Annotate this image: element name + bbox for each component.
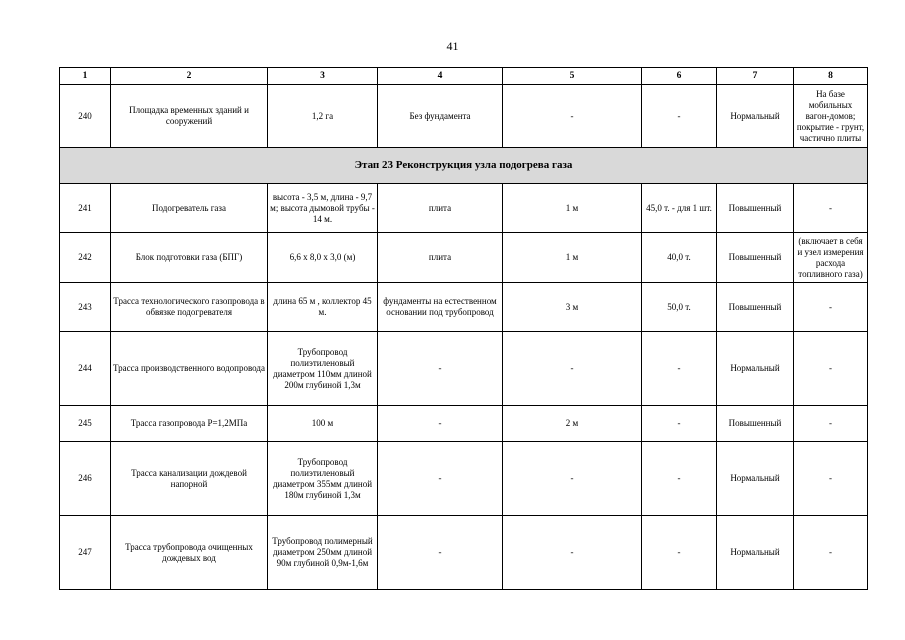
objects-table [59, 67, 868, 590]
note: - [794, 442, 868, 516]
table-row [60, 184, 868, 233]
note: - [794, 332, 868, 406]
responsibility-level: Повышенный [717, 406, 794, 442]
object-size: 6,6 х 8,0 х 3,0 (м) [268, 233, 378, 283]
foundation-type: - [378, 442, 503, 516]
table-row [60, 516, 868, 590]
header-col-5: 5 [503, 68, 642, 85]
foundation-type: Без фундамента [378, 85, 503, 148]
weight: 40,0 т. [642, 233, 717, 283]
note: (включает в себя и узел измерения расхода топливного газа) [794, 233, 868, 283]
page-number: 41 [446, 39, 459, 53]
foundation-type: плита [378, 233, 503, 283]
note: - [794, 184, 868, 233]
depth: - [503, 516, 642, 590]
table-row [60, 442, 868, 516]
row-number: 246 [60, 442, 111, 516]
object-size: высота - 3,5 м, длина - 9,7 м; высота дымовой трубы - 14 м. [268, 184, 378, 233]
object-name: Трасса газопровода Р=1,2МПа [111, 406, 268, 442]
table-header-row [60, 68, 868, 85]
object-name: Площадка временных зданий и сооружений [111, 85, 268, 148]
table-row [60, 283, 868, 332]
responsibility-level: Нормальный [717, 442, 794, 516]
weight: - [642, 406, 717, 442]
row-number: 242 [60, 233, 111, 283]
header-col-8: 8 [794, 68, 868, 85]
table-row [60, 406, 868, 442]
object-size: длина 65 м , коллектор 45 м. [268, 283, 378, 332]
section-row [60, 148, 868, 184]
header-col-4: 4 [378, 68, 503, 85]
depth: - [503, 85, 642, 148]
note: На базе мобильных вагон-домов; покрытие - грунт, частично плиты [794, 85, 868, 148]
responsibility-level: Повышенный [717, 283, 794, 332]
object-name: Трасса производственного водопровода [111, 332, 268, 406]
table-row [60, 332, 868, 406]
depth: 3 м [503, 283, 642, 332]
foundation-type: - [378, 406, 503, 442]
weight: - [642, 516, 717, 590]
responsibility-level: Повышенный [717, 184, 794, 233]
depth: - [503, 442, 642, 516]
object-name: Подогреватель газа [111, 184, 268, 233]
table-row [60, 233, 868, 283]
responsibility-level: Нормальный [717, 516, 794, 590]
section-title: Этап 23 Реконструкция узла подогрева газа [60, 148, 868, 184]
object-size: Трубопровод полиэтиленовый диаметром 355мм длиной 180м глубиной 1,3м [268, 442, 378, 516]
depth: 2 м [503, 406, 642, 442]
note: - [794, 406, 868, 442]
foundation-type: - [378, 332, 503, 406]
table-row [60, 85, 868, 148]
foundation-type: фундаменты на естественном основании под трубопровод [378, 283, 503, 332]
object-name: Трасса трубопровода очищенных дождевых вод [111, 516, 268, 590]
row-number: 243 [60, 283, 111, 332]
row-number: 247 [60, 516, 111, 590]
object-size: 1,2 га [268, 85, 378, 148]
row-number: 240 [60, 85, 111, 148]
foundation-type: плита [378, 184, 503, 233]
object-size: Трубопровод полимерный диаметром 250мм длиной 90м глубиной 0,9м-1,6м [268, 516, 378, 590]
depth: - [503, 332, 642, 406]
header-col-7: 7 [717, 68, 794, 85]
weight: 50,0 т. [642, 283, 717, 332]
object-name: Трасса канализации дождевой напорной [111, 442, 268, 516]
note: - [794, 516, 868, 590]
header-col-1: 1 [60, 68, 111, 85]
weight: 45,0 т. - для 1 шт. [642, 184, 717, 233]
responsibility-level: Нормальный [717, 332, 794, 406]
object-size: 100 м [268, 406, 378, 442]
header-col-3: 3 [268, 68, 378, 85]
responsibility-level: Повышенный [717, 233, 794, 283]
depth: 1 м [503, 184, 642, 233]
row-number: 245 [60, 406, 111, 442]
header-col-2: 2 [111, 68, 268, 85]
responsibility-level: Нормальный [717, 85, 794, 148]
weight: - [642, 332, 717, 406]
foundation-type: - [378, 516, 503, 590]
weight: - [642, 442, 717, 516]
object-size: Трубопровод полиэтиленовый диаметром 110мм длиной 200м глубиной 1,3м [268, 332, 378, 406]
weight: - [642, 85, 717, 148]
note: - [794, 283, 868, 332]
depth: 1 м [503, 233, 642, 283]
row-number: 241 [60, 184, 111, 233]
object-name: Трасса технологического газопровода в обвязке подогревателя [111, 283, 268, 332]
header-col-6: 6 [642, 68, 717, 85]
row-number: 244 [60, 332, 111, 406]
object-name: Блок подготовки газа (БПГ) [111, 233, 268, 283]
